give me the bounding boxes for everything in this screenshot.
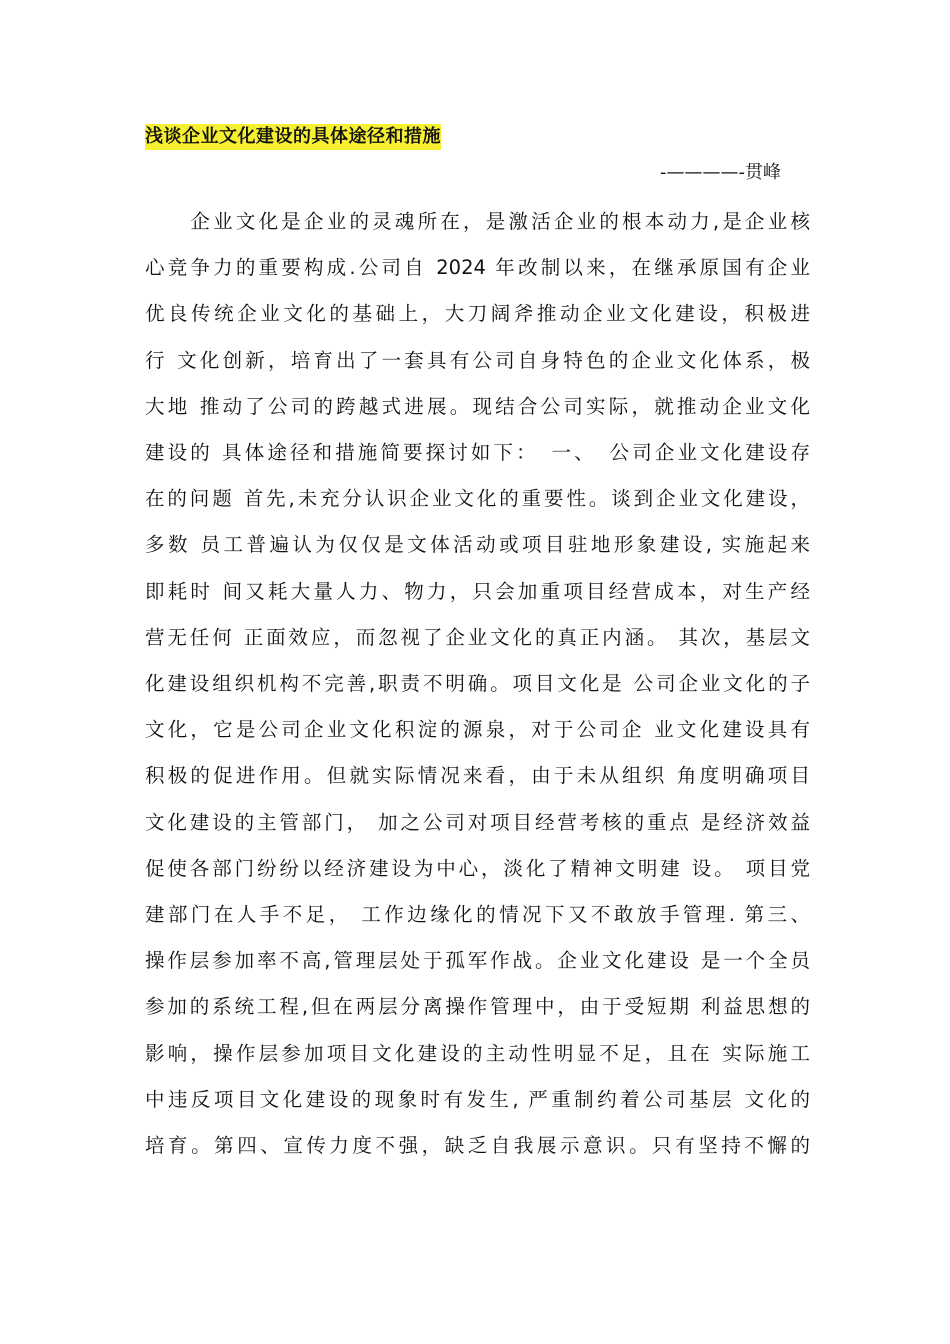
document-title: 浅谈企业文化建设的具体途径和措施	[145, 124, 441, 150]
text-line: 化建设组织机构不完善,职责不明确。项目文化是 公司企业文化的子	[145, 672, 810, 695]
text-line: 促使各部门纷纷以经济建设为中心，淡化了精神文明建 设。 项目党	[145, 856, 810, 880]
text-line: 文化建设的主管部门， 加之公司对项目经营考核的重点 是经济效益	[145, 810, 810, 834]
text-line: 文化，它是公司企业文化积淀的源泉，对于公司企 业文化建设具有	[145, 718, 810, 742]
author-line: -————-贯峰	[660, 162, 781, 183]
text-line: 培育。第四、宣传力度不强，缺乏自我展示意识。只有坚持不懈的	[145, 1134, 810, 1157]
text-line: 大地 推动了公司的跨越式进展。现结合公司实际，就推动企业文化	[145, 394, 810, 418]
text-line: 积极的促进作用。但就实际情况来看，由于未从组织 角度明确项目	[145, 764, 810, 788]
text-line: 建设的 具体途径和措施简要探讨如下： 一、 公司企业文化建设存	[145, 441, 810, 464]
text-line: 企业文化是企业的灵魂所在，是激活企业的根本动力,是企业核	[145, 210, 810, 233]
text-line: 参加的系统工程,但在两层分离操作管理中，由于受短期 利益思想的	[145, 995, 810, 1019]
text-line: 中违反项目文化建设的现象时有发生, 严重制约着公司基层 文化的	[145, 1087, 810, 1111]
text-line: 操作层参加率不高,管理层处于孤军作战。企业文化建设 是一个全员	[145, 949, 810, 973]
text-line: 行 文化创新，培育出了一套具有公司自身特色的企业文化体系，极	[145, 348, 810, 372]
text-line: 多数 员工普遍认为仅仅是文体活动或项目驻地形象建设, 实施起来	[145, 533, 810, 557]
text-line: 优良传统企业文化的基础上，大刀阔斧推动企业文化建设，积极进	[145, 302, 810, 326]
text-line: 心竞争力的重要构成.公司自 2024 年改制以来，在继承原国有企业	[145, 256, 810, 280]
text-line: 即耗时 间又耗大量人力、物力，只会加重项目经营成本，对生产经	[145, 579, 810, 603]
text-line: 营无任何 正面效应，而忽视了企业文化的真正内涵。 其次，基层文	[145, 625, 810, 649]
text-line: 建部门在人手不足， 工作边缘化的情况下又不敢放手管理. 第三、	[145, 903, 810, 926]
text-line: 在的问题 首先,未充分认识企业文化的重要性。谈到企业文化建设，	[145, 487, 810, 511]
text-line: 影响，操作层参加项目文化建设的主动性明显不足，且在 实际施工	[145, 1041, 810, 1065]
